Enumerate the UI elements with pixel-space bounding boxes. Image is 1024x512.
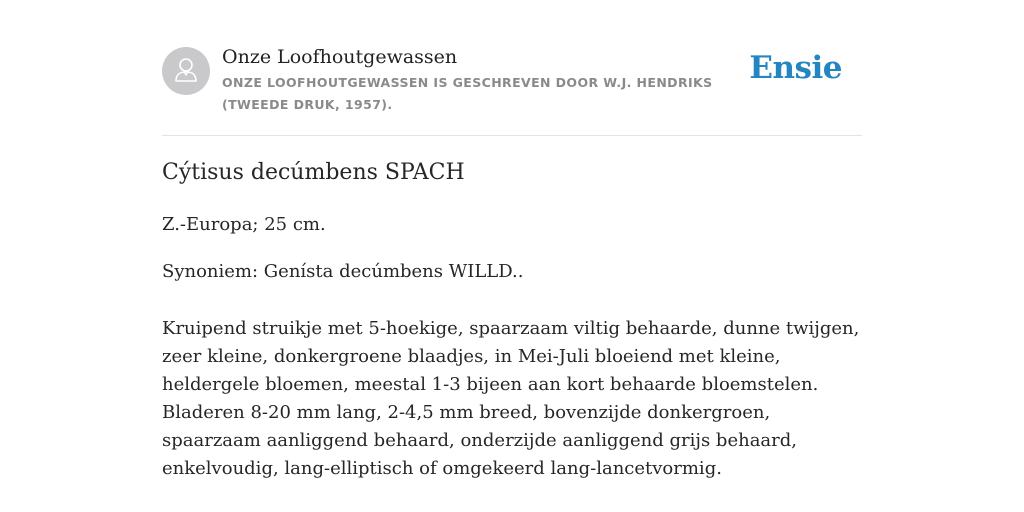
entry-synonym: Synoniem: Genísta decúmbens WILLD.. bbox=[162, 261, 524, 282]
entry-region: Z.-Europa; 25 cm. bbox=[162, 214, 326, 235]
entry-description: Kruipend struikje met 5-hoekige, spaarzaam viltig behaarde, dunne twijgen, zeer kleine, donkergroene blaadjes, in Mei-Juli bloeiend met kleine, heldergele bloemen, meestal 1-3 bijeen aan kort behaarde bloemstelen. Bladeren 8-20 mm lang, 2-4,5 mm breed, bovenzijde donkergroen, spaarzaam aanliggend behaard, onderzijde aanliggend grijs behaard, enkelvoudig, lang-elliptisch of omgekeerd lang-lancetvormig. bbox=[162, 318, 860, 479]
entry-title: Cýtisus decúmbens SPACH bbox=[162, 160, 465, 185]
source-title[interactable]: Onze Loofhoutgewassen bbox=[222, 46, 458, 68]
source-header bbox=[162, 46, 862, 118]
source-subtitle: ONZE LOOFHOUTGEWASSEN IS GESCHREVEN DOOR W.J. HENDRIKS (TWEEDE DRUK, 1957). bbox=[222, 75, 713, 112]
ensie-logo[interactable]: Ensie bbox=[749, 50, 842, 86]
header-divider bbox=[162, 135, 862, 136]
user-icon[interactable] bbox=[162, 47, 210, 95]
